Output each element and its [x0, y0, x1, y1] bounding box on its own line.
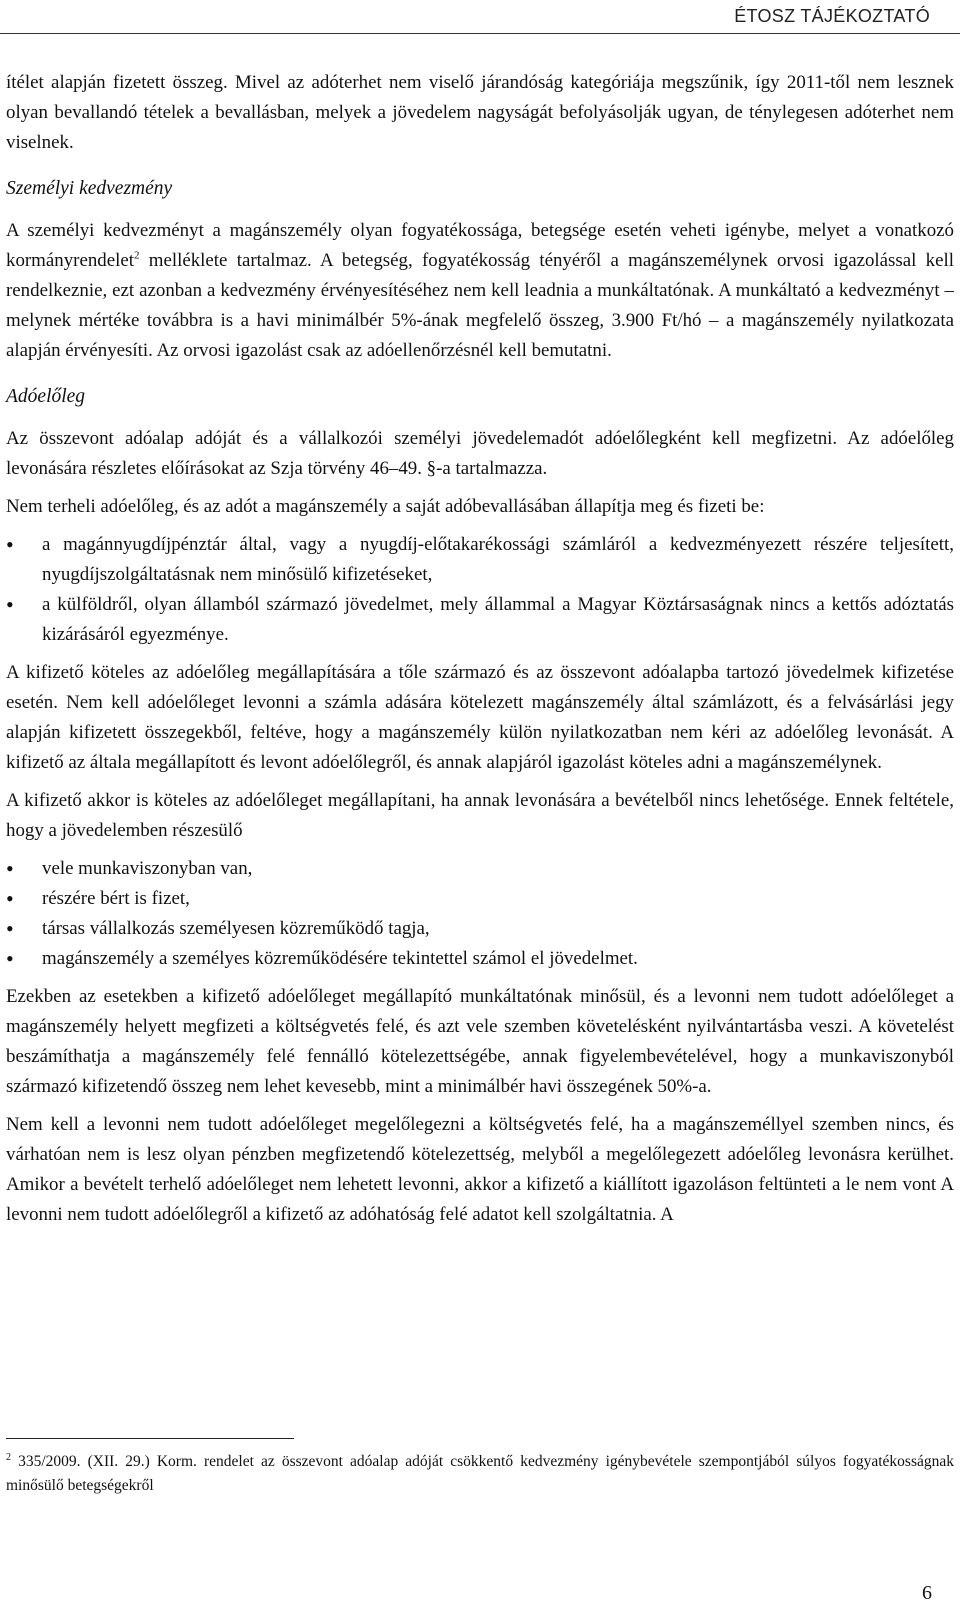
adoeloleg-paragraph-1: Az összevont adóalap adóját és a vállalkozói személyi jövedelemadót adóelőlegként kell megfizetni. Az adóelőleg levonására részletes előírásokat az Szja törvény 46–49. §-a tartalmazza. — [6, 428, 954, 479]
adoeloleg-paragraph-6: Nem kell a levonni nem tudott adóelőleget megelőlegezni a költségvetés felé, ha a magánszeméllyel szemben nincs, és várhatóan nem is lesz olyan pénzben megfizetendő kötelezettség, melyből a megelőlegezett adóelőleg levonásra kerülhet. Amikor a bevételt terhelő adóelőleget nem lehetett levonni, akkor a kifizető a kiállított igazoláson feltünteti a le nem vont A levonni nem tudott adóelőlegről a kifizető az adóhatóság felé adatot kell szolgáltatnia. A — [6, 1114, 954, 1225]
adoeloleg-paragraph-4: A kifizető akkor is köteles az adóelőleget megállapítani, ha annak levonására a bevételből nincs lehetősége. Ennek feltétele, hogy a jövedelemben részesülő — [6, 790, 954, 841]
list-item: • a magánnyugdíjpénztár által, vagy a nyugdíj-előtakarékossági számláról a kedvezményezett részére teljesített, nyugdíjszolgáltatásnak nem minősülő kifizetéseket, — [6, 530, 954, 590]
list-item: • magánszemély a személyes közreműködésére tekintettel számol el jövedelmet. — [6, 944, 954, 974]
page-body — [6, 68, 954, 1238]
footnote-marker: 2 — [6, 1451, 11, 1463]
running-header: ÉTOSZ TÁJÉKOZTATÓ — [734, 6, 930, 26]
adoeloleg-paragraph-5: Ezekben az esetekben a kifizető adóelőleget megállapító munkáltatónak minősül, és a levonni nem tudott adóelőleget a magánszemély helyett megfizeti a költségvetés felé, és azt vele szemben követelésként nyilvántartásba veszi. A követelést beszámíthatja a magánszemély felé fennálló kötelezettségébe, annak figyelembevételével, hogy a munkaviszonyból származó kifizetendő összeg nem lehet kevesebb, mint a minimálbér havi összegének 50%-a. — [6, 986, 954, 1097]
intro-paragraph: ítélet alapján fizetett összeg. Mivel az adóterhet nem viselő járandóság kategóriája megszűnik, így 2011-től nem lesznek olyan bevallandó tételek a bevallásban, melyek a jövedelem nagyságát befolyásolják ugyan, de ténylegesen adóterhet nem viselnek. — [6, 72, 954, 153]
footnote-text: 335/2009. (XII. 29.) Korm. rendelet az összevont adóalap adóját csökkentő kedvezmény igénybevétele szempontjából súlyos fogyatékosságnak minősülő betegségekről — [6, 1453, 954, 1494]
bullet-list-exemptions — [6, 530, 954, 650]
paragraph-text: A személyi kedvezményt a magánszemély olyan fogyatékossága, betegsége esetén veheti igénybe, melyet a vonatkozó kormányrendelet — [6, 220, 954, 271]
adoeloleg-paragraph-2: Nem terheli adóelőleg, és az adót a magánszemély a saját adóbevallásában állapítja meg és fizeti be: — [6, 496, 765, 517]
header-rule — [0, 33, 960, 34]
section-heading-szemelyi-kedvezmeny: Személyi kedvezmény — [6, 178, 173, 199]
list-item: • vele munkaviszonyban van, — [6, 854, 954, 884]
list-item: • társas vállalkozás személyesen közreműködő tagja, — [6, 914, 954, 944]
list-item: • részére bért is fizet, — [6, 884, 954, 914]
bullet-list-conditions — [6, 854, 954, 974]
footnote-rule — [6, 1438, 294, 1439]
adoeloleg-paragraph-3: A kifizető köteles az adóelőleg megállapítására a tőle származó és az összevont adóalapba tartozó jövedelmek kifizetése esetén. Nem kell adóelőleget levonni a számla adására kötelezett magánszemély által számlázott, és a felvásárlási jegy alapján kifizetett összegekből, feltéve, hogy a magánszemély külön nyilatkozatban nem kéri az adóelőleg levonását. A kifizető az általa megállapított és levont adóelőlegről, és annak alapjáról igazolást köteles adni a magánszemélynek. — [6, 662, 954, 773]
szemelyi-kedvezmeny-paragraph — [6, 216, 954, 366]
page-number: 6 — [922, 1582, 932, 1604]
paragraph-text: melléklete tartalmaz. A betegség, fogyatékosság tényéről a magánszemélynek orvosi igazolással kell rendelkeznie, ezt azonban a kedvezmény érvényesítéséhez nem kell leadnia a munkáltatónak. A munkáltató a kedvezményt – melynek mértéke továbbra is a havi minimálbér 5%-ának megfelelő összeg, 3.900 Ft/hó – a magánszemély nyilatkozata alapján érvényesíti. Az orvosi igazolást csak az adóellenőrzésnél kell bemutatni. — [6, 250, 954, 361]
list-item: • a külföldről, olyan államból származó jövedelmet, mely állammal a Magyar Köztársaságnak nincs a kettős adóztatás kizárásáról egyezménye. — [6, 590, 954, 650]
footnote-reference[interactable]: 2 — [133, 249, 140, 262]
section-heading-adoeloleg: Adóelőleg — [6, 386, 86, 407]
footnote — [6, 1450, 954, 1498]
